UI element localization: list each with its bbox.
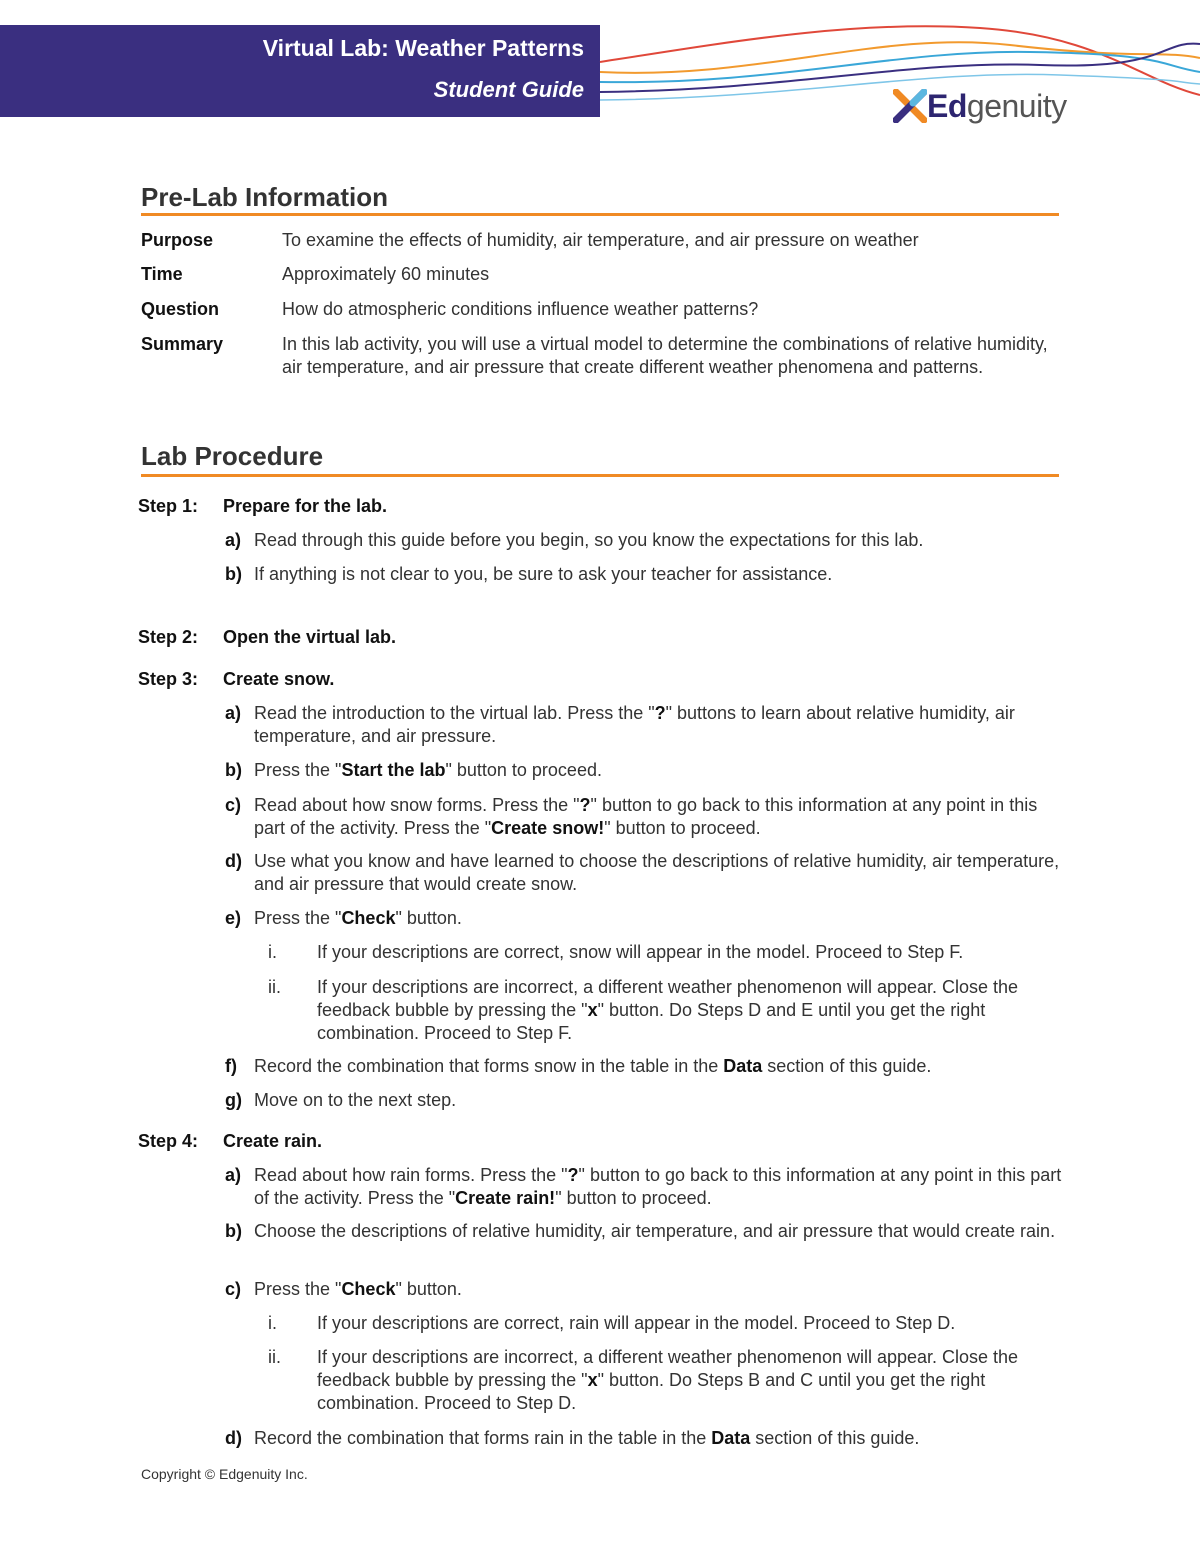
step-number: Step 2: (138, 627, 199, 647)
info-label: Time (141, 264, 183, 284)
info-value: In this lab activity, you will use a virtual model to determine the combinations of relative humidity, air temperature, and air pressure that create different weather phenomena and patterns. (282, 334, 1048, 377)
step-number: Step 4: (138, 1131, 199, 1151)
step-2 (138, 627, 396, 648)
decorative-ribbons (560, 0, 1200, 130)
step-1 (138, 496, 387, 517)
header-banner (0, 25, 600, 117)
step-title: Prepare for the lab. (223, 496, 388, 516)
edgenuity-logo (893, 84, 1067, 128)
edgenuity-x-icon (893, 89, 927, 123)
procedure-rule (141, 474, 1059, 477)
step-4 (138, 1131, 322, 1152)
step-title: Create snow. (223, 669, 335, 689)
logo-wordmark: Edgenuity (927, 87, 1067, 124)
step-number: Step 1: (138, 496, 199, 516)
document-title: Virtual Lab: Weather Patterns (262, 35, 584, 61)
step-3 (138, 669, 334, 690)
info-value: Approximately 60 minutes (282, 264, 490, 284)
info-value: How do atmospheric conditions influence weather patterns? (282, 299, 759, 319)
step-title: Open the virtual lab. (223, 627, 397, 647)
info-label: Summary (141, 334, 224, 354)
step-number: Step 3: (138, 669, 199, 689)
procedure-heading: Lab Procedure (141, 441, 324, 471)
step-title: Create rain. (223, 1131, 323, 1151)
document-subtitle: Student Guide (433, 77, 584, 102)
copyright-footer: Copyright © Edgenuity Inc. (141, 1466, 308, 1482)
prelab-heading: Pre-Lab Information (141, 182, 389, 212)
info-value: To examine the effects of humidity, air temperature, and air pressure on weather (282, 230, 919, 250)
info-label: Purpose (141, 230, 214, 250)
prelab-rule (141, 213, 1059, 216)
info-label: Question (141, 299, 220, 319)
